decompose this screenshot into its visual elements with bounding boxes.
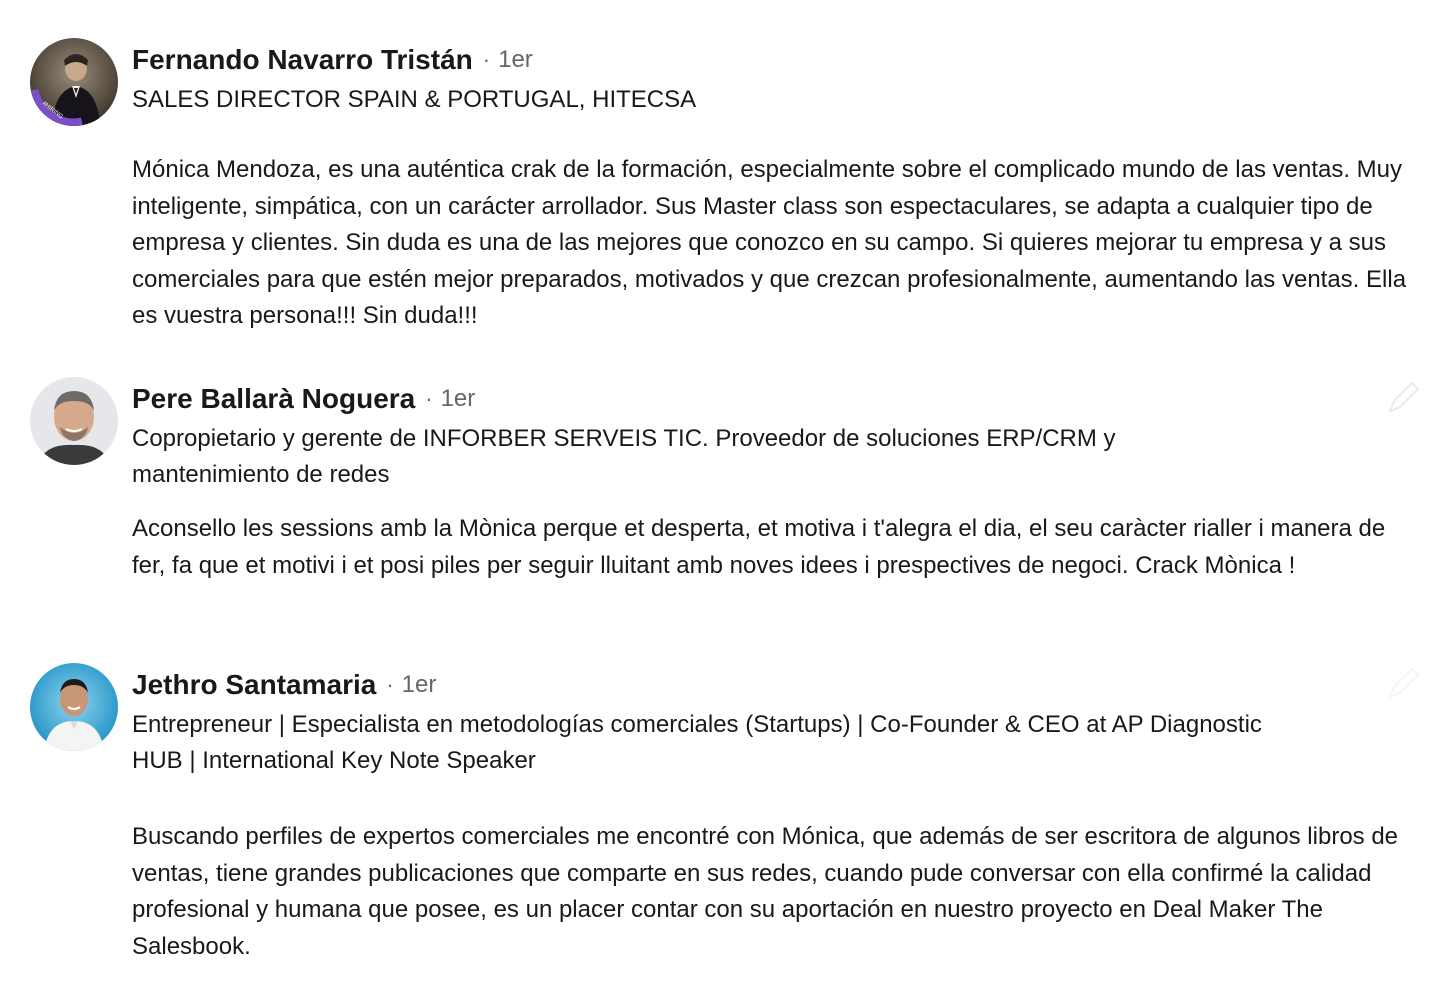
member-headline: SALES DIRECTOR SPAIN & PORTUGAL, HITECSA (132, 86, 697, 113)
pencil-icon[interactable] (1384, 377, 1424, 417)
separator: · (482, 47, 491, 72)
name-line (132, 38, 1412, 82)
recommendation-item (30, 663, 1420, 973)
avatar[interactable] (30, 38, 118, 126)
member-name[interactable]: Fernando Navarro Tristán (132, 44, 473, 75)
recommendation-item (30, 377, 1420, 622)
member-name[interactable]: Jethro Santamaria (132, 669, 377, 700)
hiring-badge-text: #HIRING (40, 100, 64, 121)
connection-degree: 1er (401, 671, 437, 698)
member-headline: Copropietario y gerente de INFORBER SERVEIS TIC. Proveedor de soluciones ERP/CRM y mantenimiento de redes (132, 425, 1116, 488)
separator: · (425, 386, 433, 411)
name-line (132, 663, 1412, 707)
recommendation-item (30, 38, 1420, 338)
name-line (132, 377, 1412, 421)
recommendation-text: Aconsello les sessions amb la Mònica perque et desperta, et motiva i t'alegra el dia, el seu caràcter rialler i manera de fer, fa que et motivi i et posi piles per seguir lluitant amb noves idees i prespectives de negoci. Crack Mònica ! (132, 515, 1386, 579)
member-headline: Entrepreneur | Especialista en metodologías comerciales (Startups) | Co-Founder & CEO at AP Diagnostic HUB | International Key Note Speaker (132, 711, 1262, 774)
connection-degree: 1er (498, 46, 533, 73)
connection-degree: 1er (440, 385, 476, 412)
separator: · (386, 672, 394, 697)
member-name[interactable]: Pere Ballarà Noguera (132, 383, 416, 414)
recommendation-text: Buscando perfiles de expertos comerciales me encontré con Mónica, que además de ser escritora de algunos libros de ventas, tiene grandes publicaciones que comparte en sus redes, cuando pude conversar con ella confirmé la calidad profesional y humana que posee, es un placer contar con su aportación en nuestro proyecto en Deal Maker The Salesbook. (132, 823, 1399, 960)
avatar[interactable] (30, 663, 118, 751)
avatar[interactable] (30, 377, 118, 465)
recommendation-text: Mónica Mendoza, es una auténtica crak de la formación, especialmente sobre el complicado mundo de las ventas. Muy inteligente, simpática, con un carácter arrollador. Sus Master class son espectaculares, se adapta a cualquier tipo de empresa y clientes. Sin duda es una de las mejores que conozco en su campo. Si quieres mejorar tu empresa y a sus comerciales para que estén mejor preparados, motivados y que crezcan profesionalmente, aumentando las ventas. Ella es vuestra persona!!! Sin duda!!! (132, 156, 1407, 329)
pencil-icon[interactable] (1384, 663, 1424, 703)
